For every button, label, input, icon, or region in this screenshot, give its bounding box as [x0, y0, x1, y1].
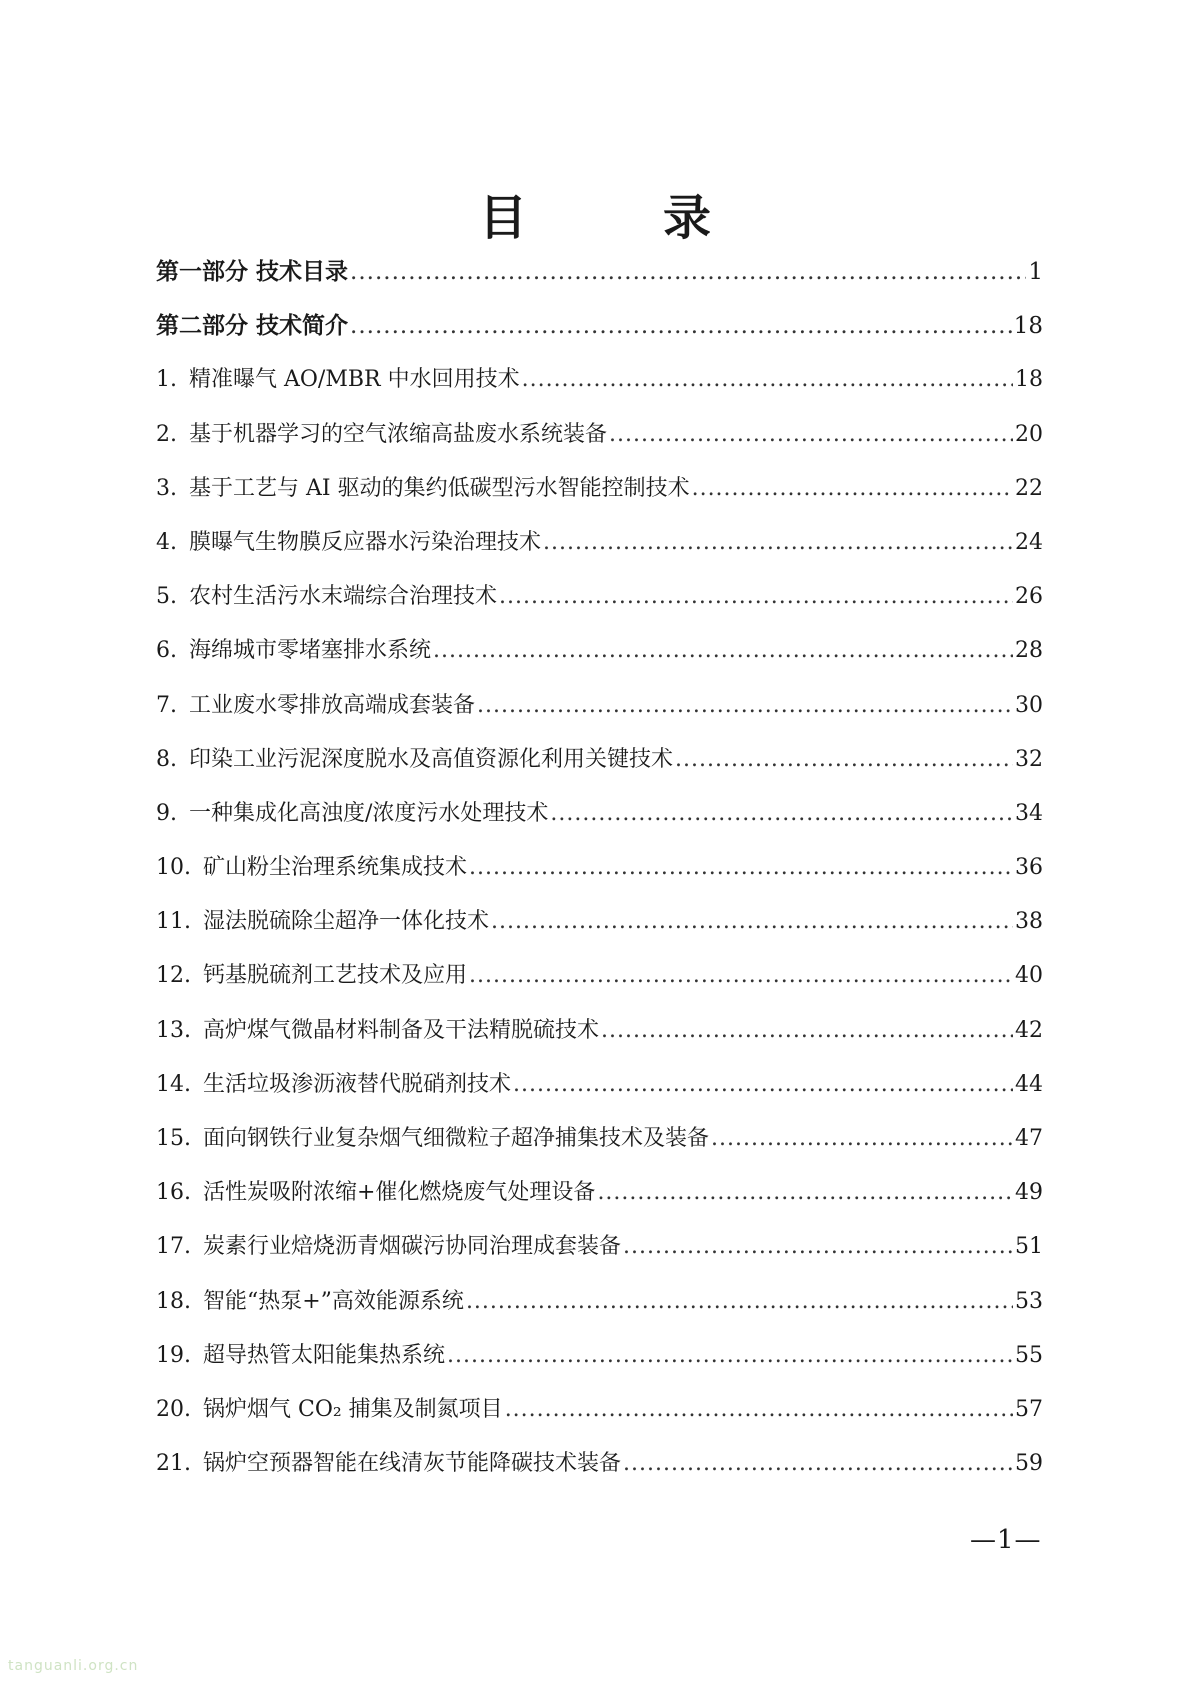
dot-leader — [433, 634, 1013, 668]
dot-leader — [469, 851, 1013, 885]
toc-entry-label: 矿山粉尘治理系统集成技术 — [203, 855, 468, 881]
toc-entry-label: 锅炉空预器智能在线清灰节能降碳技术装备 — [203, 1451, 622, 1477]
toc-part-2[interactable] — [156, 309, 1043, 363]
toc-page-number: 47 — [1015, 1126, 1043, 1151]
toc-entry-number: 3. — [156, 475, 177, 501]
toc-part-label: 第一部分 技术目录 — [156, 258, 349, 285]
toc-entry-label: 膜曝气生物膜反应器水污染治理技术 — [189, 529, 542, 555]
toc-entry-label: 精准曝气 AO/MBR 中水回用技术 — [189, 367, 520, 393]
toc-entry[interactable] — [156, 1014, 1043, 1068]
toc-page-number: 57 — [1015, 1396, 1043, 1422]
toc-entry[interactable] — [156, 418, 1043, 472]
toc-entry-number: 4. — [156, 529, 177, 555]
watermark-text: tanguanli.org.cn — [8, 1658, 139, 1674]
toc-page-number: 18 — [1015, 367, 1043, 393]
toc-entry-label: 锅炉烟气 CO₂ 捕集及制氮项目 — [203, 1396, 503, 1422]
toc-entry[interactable] — [156, 689, 1043, 743]
dot-leader — [609, 418, 1013, 452]
toc-entry-number: 21. — [156, 1451, 191, 1477]
toc-page-number: 1 — [1028, 259, 1043, 285]
toc-page-number: 22 — [1015, 475, 1043, 501]
toc-entry[interactable] — [156, 905, 1043, 959]
toc-entry-number: 17. — [156, 1234, 191, 1260]
toc-entry-number: 18. — [156, 1288, 191, 1314]
toc-entry-number: 13. — [156, 1017, 191, 1043]
dot-leader — [623, 1230, 1013, 1264]
toc-entry-label: 湿法脱硫除尘超净一体化技术 — [203, 909, 490, 935]
toc-entry[interactable] — [156, 1339, 1043, 1393]
toc-entry[interactable] — [156, 1122, 1043, 1176]
toc-entry-number: 10. — [156, 855, 191, 881]
toc-page-number: 38 — [1015, 909, 1043, 935]
dot-leader — [550, 797, 1013, 831]
toc-entry[interactable] — [156, 526, 1043, 580]
toc-entry-number: 8. — [156, 746, 177, 772]
toc-entry-label: 活性炭吸附浓缩+催化燃烧废气处理设备 — [203, 1180, 596, 1206]
toc-page-number: 53 — [1015, 1288, 1043, 1314]
toc-entry[interactable] — [156, 959, 1043, 1013]
dot-leader — [469, 959, 1013, 993]
toc-page-number: 20 — [1015, 421, 1043, 447]
toc-page-number: 59 — [1015, 1451, 1043, 1477]
page-number-footer: —1— — [970, 1525, 1042, 1555]
toc-page-number: 51 — [1015, 1234, 1043, 1260]
toc-page-number: 36 — [1015, 855, 1043, 881]
dot-leader — [623, 1447, 1013, 1481]
dot-leader — [466, 1285, 1013, 1319]
toc-entry-label: 超导热管太阳能集热系统 — [203, 1342, 446, 1368]
page-title: 目 录 — [478, 190, 755, 246]
dot-leader — [522, 363, 1013, 397]
toc-page-number: 49 — [1015, 1180, 1043, 1206]
toc-entry-number: 15. — [156, 1126, 191, 1151]
toc-entry[interactable] — [156, 1230, 1043, 1284]
toc-entry-number: 14. — [156, 1071, 191, 1097]
toc-page-number: 34 — [1015, 800, 1043, 826]
toc-entry-label: 高炉煤气微晶材料制备及干法精脱硫技术 — [203, 1017, 600, 1043]
toc-entry-number: 6. — [156, 638, 177, 664]
toc-entry-label: 海绵城市零堵塞排水系统 — [189, 638, 432, 664]
toc-entry-number: 11. — [156, 909, 191, 935]
dot-leader — [543, 526, 1013, 560]
toc-entry-number: 16. — [156, 1180, 191, 1206]
toc-page-number: 18 — [1013, 313, 1043, 340]
toc-entry[interactable] — [156, 1176, 1043, 1230]
toc-entry-number: 2. — [156, 421, 177, 447]
toc-entry-number: 5. — [156, 584, 177, 610]
dot-leader — [505, 1393, 1013, 1427]
toc-page-number: 28 — [1015, 638, 1043, 664]
toc-entry-label: 钙基脱硫剂工艺技术及应用 — [203, 963, 468, 989]
dot-leader — [499, 580, 1013, 614]
dot-leader — [692, 472, 1013, 506]
dot-leader — [513, 1068, 1013, 1102]
toc-entry-label: 基于工艺与 AI 驱动的集约低碳型污水智能控制技术 — [189, 475, 690, 501]
toc-entry-number: 1. — [156, 367, 177, 393]
toc-entry-label: 农村生活污水末端综合治理技术 — [189, 584, 498, 610]
toc-page-number: 55 — [1015, 1342, 1043, 1368]
dot-leader — [350, 309, 1012, 343]
dot-leader — [675, 743, 1013, 777]
toc-entry-label: 印染工业污泥深度脱水及高值资源化利用关键技术 — [189, 746, 674, 772]
dot-leader — [350, 255, 1026, 289]
toc-list — [156, 255, 1043, 1501]
toc-entry[interactable] — [156, 1447, 1043, 1501]
toc-entry-number: 9. — [156, 800, 177, 826]
toc-entry[interactable] — [156, 743, 1043, 797]
toc-entry[interactable] — [156, 1393, 1043, 1447]
toc-page-number: 32 — [1015, 746, 1043, 772]
toc-part-label: 第二部分 技术简介 — [156, 312, 349, 340]
toc-entry-number: 19. — [156, 1342, 191, 1368]
toc-page-number: 26 — [1015, 584, 1043, 610]
toc-entry-number: 20. — [156, 1396, 191, 1422]
toc-entry[interactable] — [156, 797, 1043, 851]
toc-entry-label: 基于机器学习的空气浓缩高盐废水系统装备 — [189, 421, 608, 447]
toc-entry-label: 生活垃圾渗沥液替代脱硝剂技术 — [203, 1071, 512, 1097]
toc-entry[interactable] — [156, 363, 1043, 417]
toc-entry-number: 12. — [156, 963, 191, 989]
toc-entry[interactable] — [156, 580, 1043, 634]
toc-entry[interactable] — [156, 1068, 1043, 1122]
toc-page-number: 42 — [1015, 1017, 1043, 1043]
toc-entry-label: 一种集成化高浊度/浓度污水处理技术 — [189, 800, 549, 826]
toc-entry-label: 智能“热泵+”高效能源系统 — [203, 1288, 464, 1314]
toc-entry[interactable] — [156, 472, 1043, 526]
dot-leader — [447, 1339, 1013, 1373]
dot-leader — [477, 689, 1013, 723]
toc-part-1[interactable] — [156, 255, 1043, 309]
dot-leader — [597, 1176, 1013, 1210]
toc-entry[interactable] — [156, 634, 1043, 688]
toc-page-number: 44 — [1015, 1071, 1043, 1097]
toc-entry-label: 炭素行业焙烧沥青烟碳污协同治理成套装备 — [203, 1234, 622, 1260]
dot-leader — [491, 905, 1013, 939]
toc-entry-label: 工业废水零排放高端成套装备 — [189, 692, 476, 718]
toc-page-number: 30 — [1015, 692, 1043, 718]
toc-entry[interactable] — [156, 1285, 1043, 1339]
dot-leader — [711, 1122, 1013, 1156]
toc-page-number: 24 — [1015, 529, 1043, 555]
dot-leader — [601, 1014, 1013, 1048]
toc-entry-label: 面向钢铁行业复杂烟气细微粒子超净捕集技术及装备 — [203, 1126, 710, 1151]
toc-page-number: 40 — [1015, 963, 1043, 989]
toc-entry-number: 7. — [156, 692, 177, 718]
toc-entry[interactable] — [156, 851, 1043, 905]
